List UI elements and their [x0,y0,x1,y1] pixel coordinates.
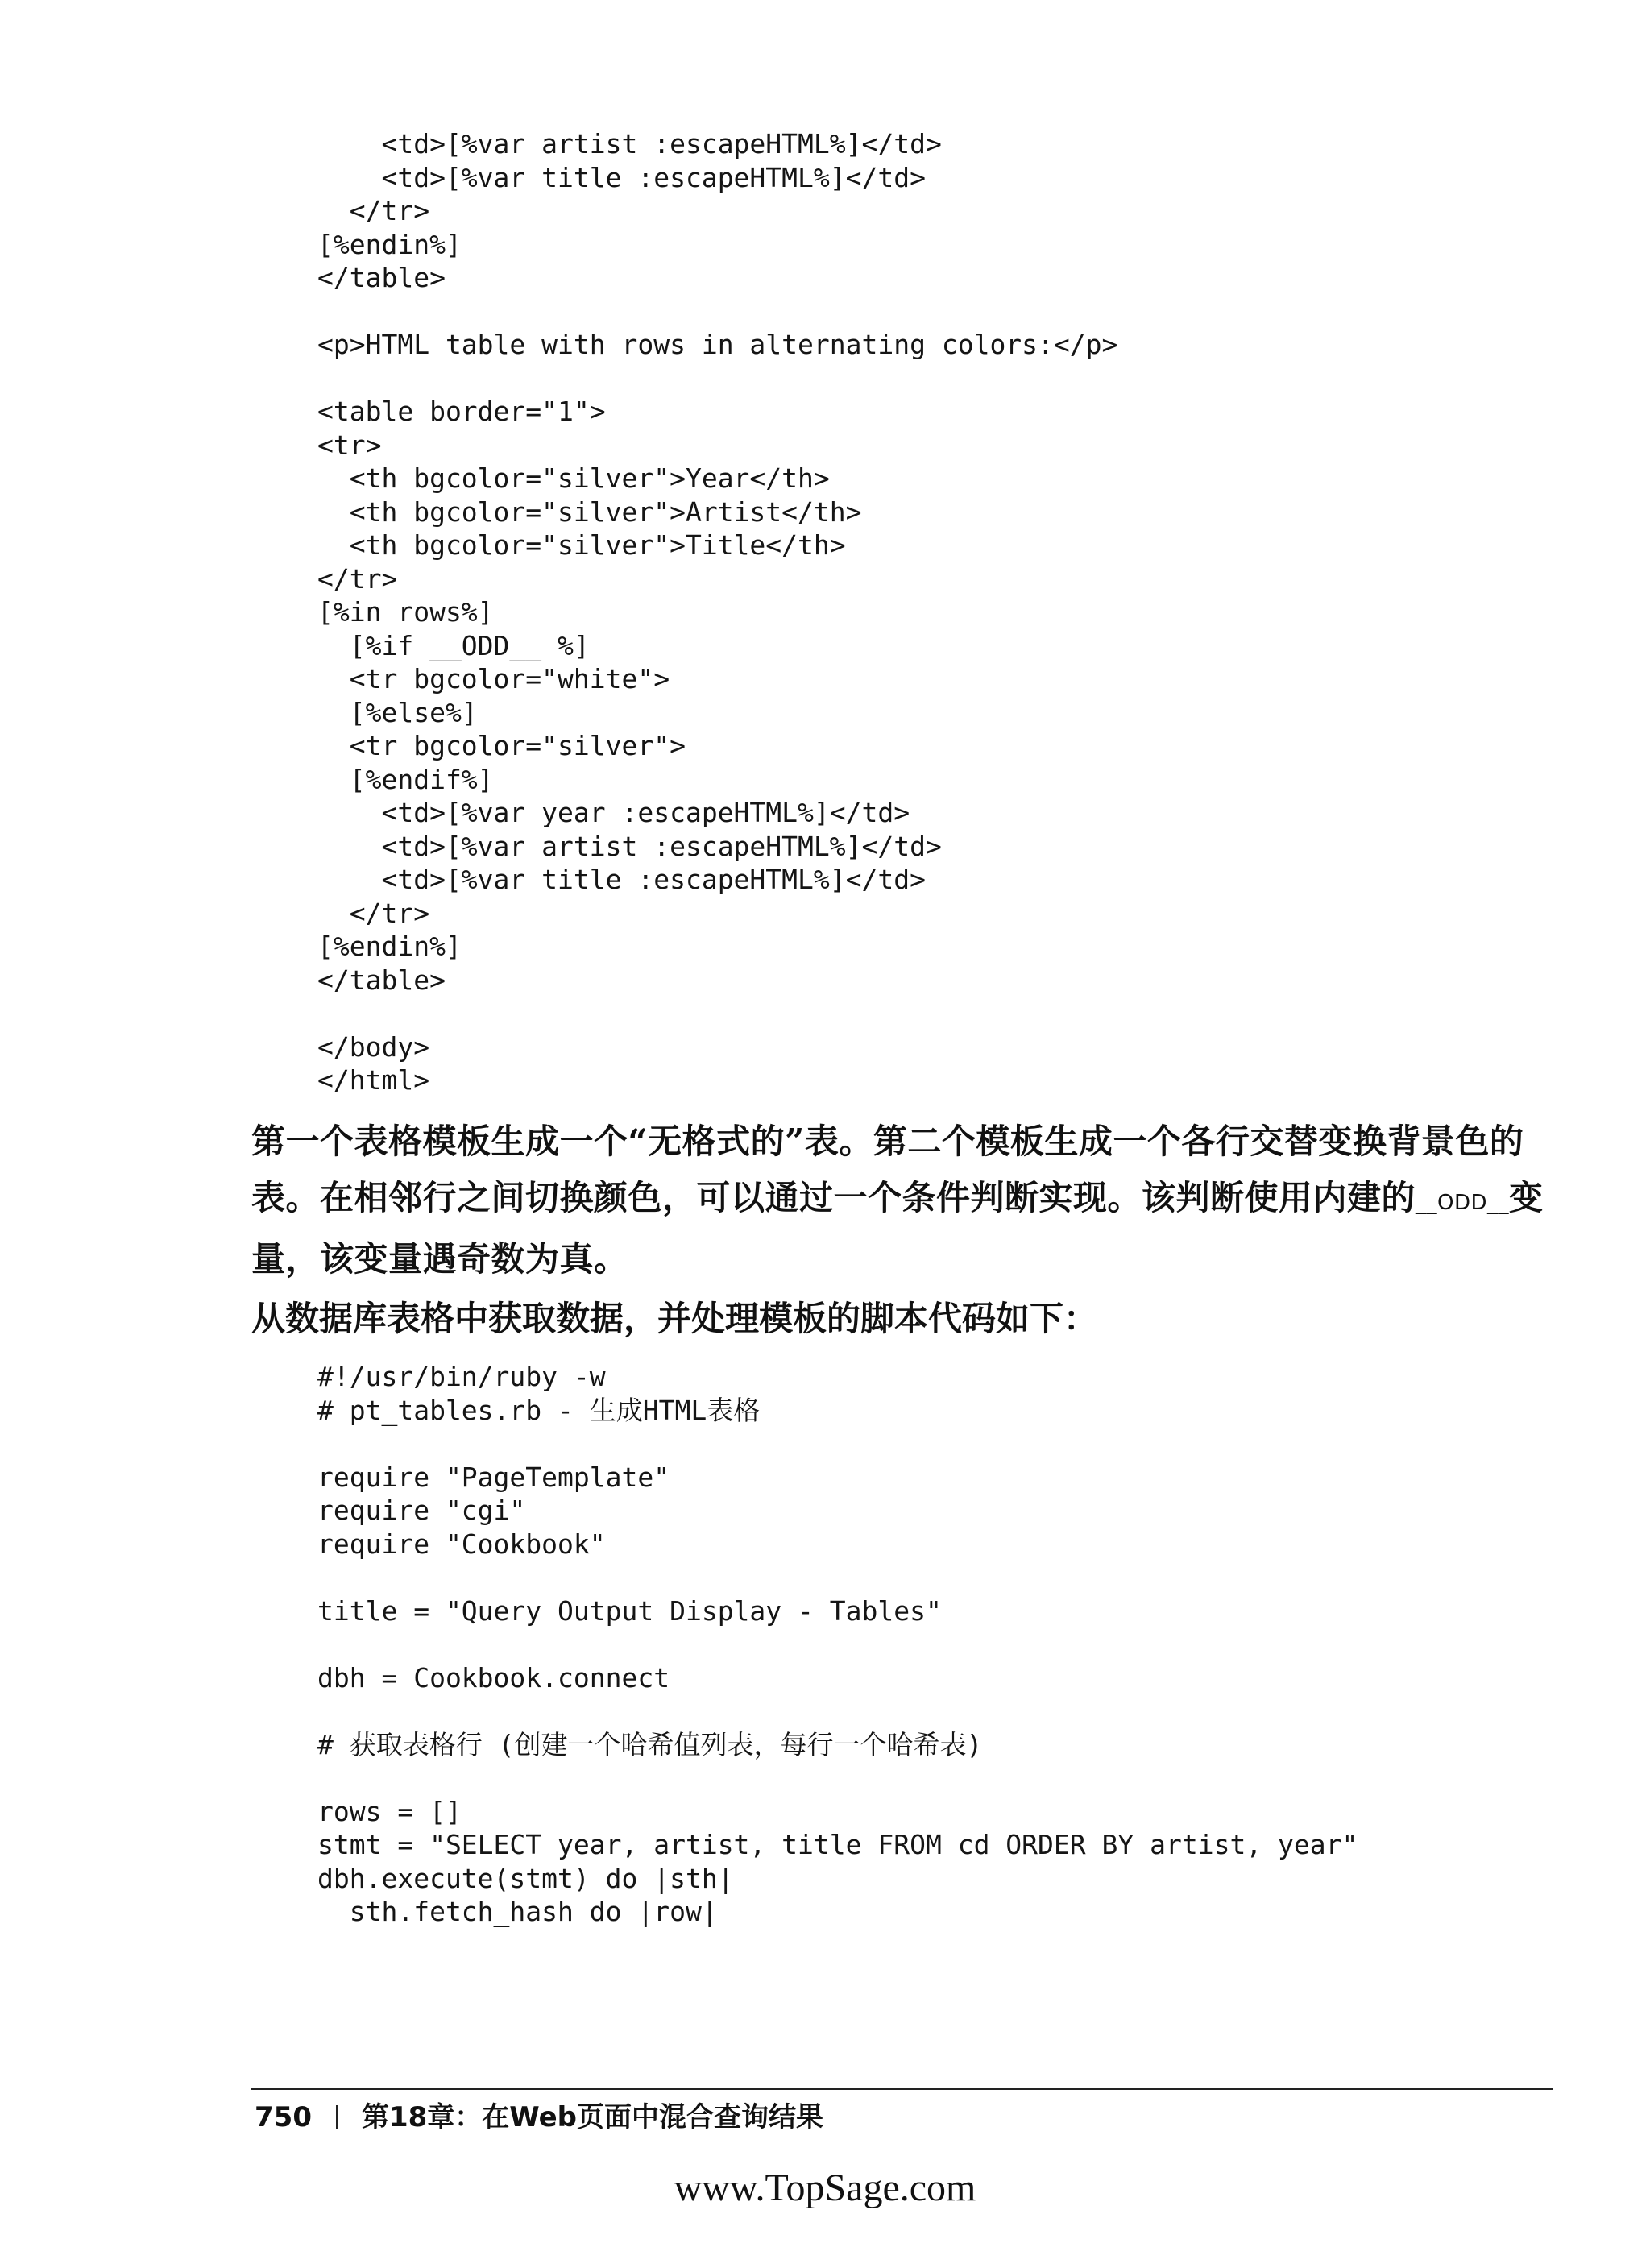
chapter-title: 第18章：在Web页面中混合查询结果 [361,2101,823,2133]
inline-code-odd: __ODD__ [1416,1191,1510,1215]
code-listing-script: #!/usr/bin/ruby -w # pt_tables.rb - 生成HTML表格 require "PageTemplate" require "cgi" require "Cookbook" title = "Query Output Display - Tables" dbh = Cookbook.connect # 获取表格行 (创建一个哈希值列表，每行一个哈希表) rows = [] stmt = "SELECT year, artist, title FROM cd ORDER BY artist, year" dbh.execute(stmt) do |sth| sth.fetch_hash do |row| [317,1361,1358,1927]
watermark-text: www.TopSage.com [674,2166,976,2209]
page-footer [255,2095,823,2134]
body-paragraph-text: 第一个表格模板生成一个“无格式的”表。第二个模板生成一个各行交替变换背景色的表。在相邻行之间切换颜色，可以通过一个条件判断实现。该判断使用内建的 [251,1122,1524,1217]
footer-separator [336,2105,338,2129]
code-listing-template: <td>[%var artist :escapeHTML%]</td> <td>[%var title :escapeHTML%]</td> </tr> [%endin%] </table> <p>HTML table with rows in alternating colors:</p> <table border="1"> <tr> <th bgcolor="silver">Year</th> <th bgcolor="silver">Artist</th> <th bgcolor="silver">Title</th> </tr> [%in rows%] [%if __ODD__ %] <tr bgcolor="white"> [%else%] <tr bgcolor="silver"> [%endif%] <td>[%var year :escapeHTML%]</td> <td>[%var artist :escapeHTML%]</td> <td>[%var title :escapeHTML%]</td> </tr> [%endin%] </table> </body> </html> [317,128,1118,1096]
body-paragraph [251,1113,1557,1287]
body-paragraph-text-end: 变量，该变量遇奇数为真。 [251,1178,1544,1279]
page-number: 750 [255,2101,312,2133]
footer-rule [251,2088,1553,2090]
intro-paragraph: 从数据库表格中获取数据，并处理模板的脚本代码如下： [251,1299,1098,1338]
